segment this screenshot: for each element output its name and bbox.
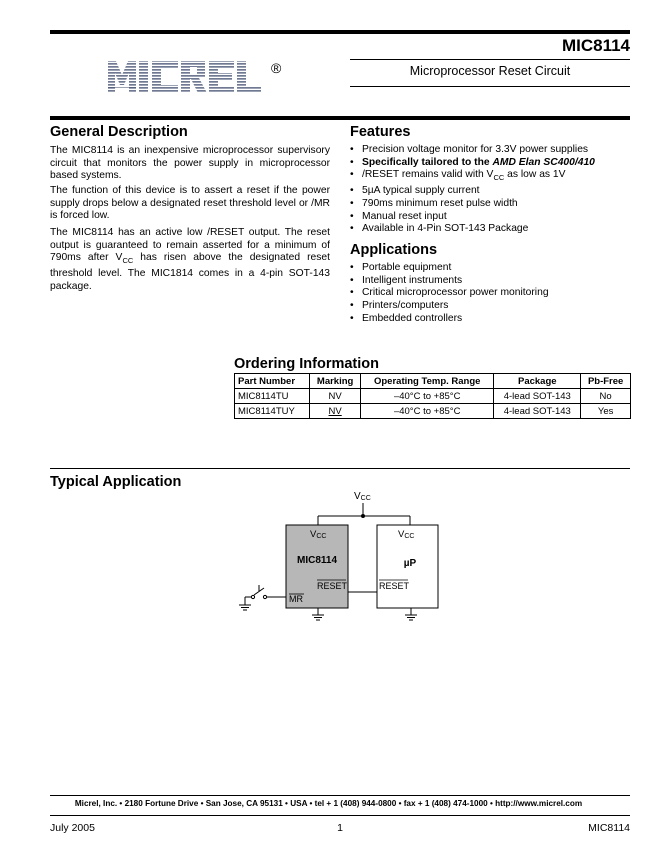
up-label: µP xyxy=(403,558,417,569)
list-item: • Critical microprocessor power monitoring xyxy=(350,287,549,300)
up-vcc-label: VCC xyxy=(398,529,415,540)
column-header: Package xyxy=(494,374,581,389)
part-number: MIC8114 xyxy=(561,36,630,55)
list-item: • Intelligent instruments xyxy=(350,275,549,288)
ordering-heading: Ordering Information xyxy=(234,356,379,372)
up-reset-label: RESET xyxy=(379,581,410,591)
table-cell: 4-lead SOT-143 xyxy=(494,404,581,419)
chip-label: MIC8114 xyxy=(296,555,338,566)
list-item: • Portable equipment xyxy=(350,262,549,275)
features-heading: Features xyxy=(350,124,411,140)
table-cell: NV xyxy=(310,404,361,419)
list-item: • Precision voltage monitor for 3.3V power supplies xyxy=(350,144,595,157)
footer-rule xyxy=(50,795,630,796)
column-header: Operating Temp. Range xyxy=(361,374,494,389)
ground-icon xyxy=(239,605,251,610)
column-header: Part Number xyxy=(235,374,310,389)
registered-mark: ® xyxy=(271,60,282,76)
column-header: Pb-Free xyxy=(581,374,631,389)
list-item: • 5µA typical supply current xyxy=(350,185,595,198)
header-bottom-rule xyxy=(350,86,630,87)
footer-date: July 2005 xyxy=(50,822,95,834)
page-subtitle: Microprocessor Reset Circuit xyxy=(409,64,571,78)
vcc-junction-dot xyxy=(361,514,365,518)
applications-heading: Applications xyxy=(350,242,438,258)
typical-application-schematic xyxy=(230,485,450,630)
micrel-logo xyxy=(108,57,288,97)
column-header: Marking xyxy=(310,374,361,389)
general-description-p3: The MIC8114 has an active low /RESET output. The reset output is guaranteed to remain asserted for a minimum of 790ms after $V_{CC}$ has risen above the designated reset threshold level. The MIC1814 comes in a 4-pin SOT-143 package. xyxy=(50,227,330,292)
table-cell: –40°C to +85°C xyxy=(361,389,494,404)
table-cell: Yes xyxy=(581,404,631,419)
footer-part-number: MIC8114 xyxy=(588,822,630,834)
table-row xyxy=(235,404,631,419)
table-cell: MIC8114TUY xyxy=(235,404,310,419)
features-list xyxy=(350,144,595,236)
table-header-row xyxy=(235,374,631,389)
table-cell: 4-lead SOT-143 xyxy=(494,389,581,404)
table-cell: No xyxy=(581,389,631,404)
list-item: • 790ms minimum reset pulse width xyxy=(350,198,595,211)
list-item: • /RESET remains valid with $V_{CC}$ as low as 1V xyxy=(350,169,595,185)
top-rule xyxy=(50,30,630,34)
list-item: • Specifically tailored to the AMD Elan SC400/410 xyxy=(350,157,595,170)
list-item: • Printers/computers xyxy=(350,300,549,313)
list-item: • Manual reset input xyxy=(350,211,595,224)
switch-contact xyxy=(263,595,266,598)
applications-list xyxy=(350,262,549,326)
table-cell: MIC8114TU xyxy=(235,389,310,404)
general-description-p1: The MIC8114 is an inexpensive microprocessor supervisory circuit that monitors the power supply in microprocessor based systems. xyxy=(50,145,330,182)
general-description-p2: The function of this device is to assert a reset if the power supply drops below a designated reset threshold level or /MR is forced low. xyxy=(50,185,330,222)
list-item: • Embedded controllers xyxy=(350,313,549,326)
typical-application-heading: Typical Application xyxy=(50,474,182,490)
general-description-heading: General Description xyxy=(50,124,188,140)
chip-reset-label: RESET xyxy=(317,581,348,591)
typical-application-rule xyxy=(50,468,630,469)
chip-vcc-label: VCC xyxy=(310,529,327,540)
footer-bottom-rule xyxy=(50,815,630,816)
ordering-table xyxy=(234,373,631,419)
ground-icon xyxy=(405,615,417,620)
section-rule xyxy=(50,116,630,120)
subtitle-rule xyxy=(350,59,630,60)
page-number: 1 xyxy=(337,822,343,834)
list-item: • Available in 4-Pin SOT-143 Package xyxy=(350,223,595,236)
table-row xyxy=(235,389,631,404)
switch-contact xyxy=(251,595,254,598)
vcc-supply-label: VCC xyxy=(354,491,371,502)
table-cell: NV xyxy=(310,389,361,404)
table-cell: –40°C to +85°C xyxy=(361,404,494,419)
chip-mr-label: MR xyxy=(289,594,303,604)
ground-icon xyxy=(312,615,324,620)
footer-address: Micrel, Inc. • 2180 Fortune Drive • San Jose, CA 95131 • USA • tel + 1 (408) 944-0800 • fax + 1 (408) 474-1000 • http://www.micrel.com xyxy=(74,799,583,808)
